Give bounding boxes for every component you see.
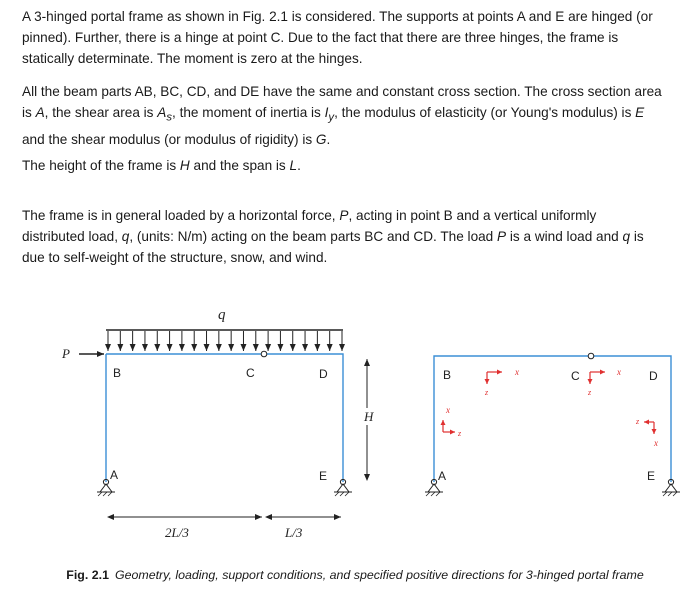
symbol-As-sub: s bbox=[166, 111, 173, 124]
text-span: The height of the frame is bbox=[22, 158, 180, 173]
left-frame-diagram bbox=[61, 307, 379, 540]
text-span: is due to self-weight of the structure, snow, and wind. bbox=[22, 229, 644, 265]
text-span: and the span is bbox=[189, 158, 290, 173]
label-A-left: A bbox=[110, 468, 119, 482]
label-P: P bbox=[62, 346, 70, 361]
axis-z-label: z bbox=[588, 388, 592, 397]
axis-x-label: x bbox=[446, 405, 450, 415]
local-axes-DE-icon bbox=[635, 417, 658, 448]
left-frame-members bbox=[106, 354, 343, 482]
text-span: , (units: N/m) acting on the beam parts BC and CD. The load bbox=[129, 229, 498, 244]
distributed-load-q bbox=[106, 330, 343, 351]
symbol-As: A bbox=[157, 105, 167, 120]
label-E-left: E bbox=[319, 469, 328, 483]
label-2L3: 2L/3 bbox=[165, 525, 189, 540]
local-axes-CD-icon bbox=[587, 367, 621, 397]
symbol-L: L bbox=[289, 158, 298, 173]
axis-x-label: x bbox=[654, 438, 658, 448]
symbol-Iy-sub: y bbox=[328, 111, 335, 124]
label-C-right: C bbox=[571, 369, 580, 383]
text-span: . bbox=[326, 131, 331, 147]
text-span: is a wind load and bbox=[506, 229, 623, 244]
symbol-E: E bbox=[635, 105, 645, 120]
text-span: , acting in point B and a vertical uniformly distributed load, bbox=[22, 208, 597, 244]
symbol-q: q bbox=[622, 229, 631, 244]
axis-z-label: z bbox=[636, 417, 640, 426]
label-H: H bbox=[364, 409, 374, 424]
right-frame-diagram bbox=[425, 353, 680, 496]
symbol-P: P bbox=[339, 208, 349, 223]
axis-x-label: x bbox=[515, 367, 519, 377]
axis-z-label: z bbox=[458, 429, 462, 438]
hinge-C-icon bbox=[261, 351, 267, 357]
text-span: and the shear modulus (or modulus of rigidity) is bbox=[22, 131, 316, 147]
local-axes-AB-icon bbox=[443, 405, 462, 438]
text-span: , the moment of inertia is bbox=[172, 105, 325, 120]
local-axes-BC-icon bbox=[484, 367, 519, 397]
text-span: . bbox=[297, 158, 301, 173]
text-span: , the modulus of elasticity (or Young's modulus) is bbox=[334, 105, 636, 120]
text-span: , the shear area is bbox=[44, 105, 158, 120]
symbol-Iy: I bbox=[324, 105, 329, 120]
figure-caption bbox=[60, 566, 650, 585]
label-D-left: D bbox=[319, 367, 328, 381]
caption-number: Fig. 2.1 bbox=[66, 568, 109, 582]
axis-z-label: z bbox=[485, 388, 489, 397]
label-D-right: D bbox=[649, 369, 658, 383]
label-B-right: B bbox=[443, 368, 452, 382]
label-q: q bbox=[218, 307, 226, 323]
caption-text: Geometry, loading, support conditions, and specified positive directions for 3-hinged portal frame bbox=[114, 568, 644, 582]
symbol-q: q bbox=[121, 229, 130, 244]
text-span: The frame is in general loaded by a horizontal force, bbox=[22, 208, 340, 223]
axis-x-label: x bbox=[617, 367, 621, 377]
symbol-G: G bbox=[315, 131, 327, 147]
symbol-A: A bbox=[35, 105, 45, 120]
symbol-H: H bbox=[179, 158, 190, 173]
text-span: All the beam parts AB, BC, CD, and DE have the same and constant cross section. The cross section area is bbox=[22, 84, 662, 120]
label-A-right: A bbox=[438, 469, 447, 483]
hinge-C-right-icon bbox=[588, 353, 594, 359]
label-E-right: E bbox=[647, 469, 656, 483]
label-C-left: C bbox=[246, 366, 255, 380]
symbol-P: P bbox=[497, 229, 507, 244]
label-B-left: B bbox=[113, 366, 122, 380]
label-L3: L/3 bbox=[285, 525, 303, 540]
paragraph-intro-text: A 3-hinged portal frame as shown in Fig. 2.1 is considered. The supports at points A and E are hinged (or pinned). Further, there is a hinge at point C. Due to the fact that there are three hinges, the frame is statically determinate. The moment is zero at the hinges. bbox=[22, 9, 653, 66]
